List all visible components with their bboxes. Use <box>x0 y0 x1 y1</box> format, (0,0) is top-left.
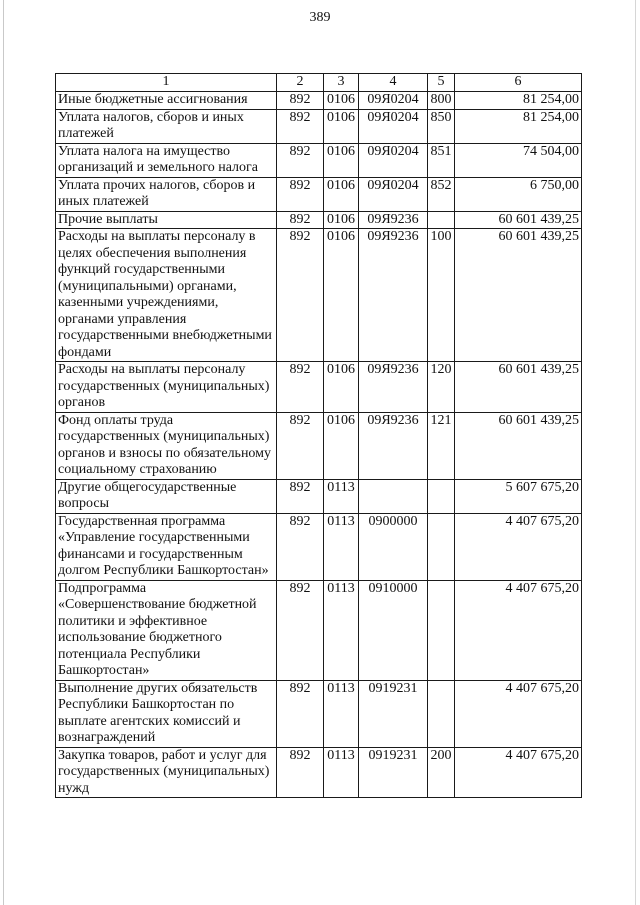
budget-table <box>55 73 582 798</box>
row-section-code: 0106 <box>324 92 359 110</box>
row-grbs-code: 892 <box>277 412 324 479</box>
row-grbs-code: 892 <box>277 747 324 798</box>
row-expense-type <box>428 513 455 580</box>
row-expense-type: 852 <box>428 177 455 211</box>
row-target-article: 09Я0204 <box>359 109 428 143</box>
scan-edge-left <box>3 0 4 905</box>
row-name: Закупка товаров, работ и услуг для государственных (муниципальных) нужд <box>56 747 277 798</box>
row-amount: 4 407 675,20 <box>455 513 582 580</box>
row-name: Уплата налогов, сборов и иных платежей <box>56 109 277 143</box>
header-col-3: 3 <box>324 74 359 92</box>
row-name: Иные бюджетные ассигнования <box>56 92 277 110</box>
row-amount: 4 407 675,20 <box>455 747 582 798</box>
row-amount: 81 254,00 <box>455 109 582 143</box>
table-header <box>56 74 582 92</box>
row-name: Фонд оплаты труда государственных (муниципальных) органов и взносы по обязательному социальному страхованию <box>56 412 277 479</box>
table-row <box>56 747 582 798</box>
row-target-article: 09Я0204 <box>359 177 428 211</box>
header-row <box>56 74 582 92</box>
row-expense-type: 100 <box>428 229 455 362</box>
table-row <box>56 513 582 580</box>
table-row <box>56 479 582 513</box>
row-amount: 60 601 439,25 <box>455 412 582 479</box>
row-section-code: 0106 <box>324 109 359 143</box>
row-name: Уплата налога на имущество организаций и земельного налога <box>56 143 277 177</box>
row-section-code: 0113 <box>324 747 359 798</box>
table-row <box>56 229 582 362</box>
header-col-2: 2 <box>277 74 324 92</box>
table-row <box>56 680 582 747</box>
row-name: Подпрограмма «Совершенствование бюджетной политики и эффективное использование бюджетного потенциала Республики Башкортостан» <box>56 580 277 680</box>
row-expense-type <box>428 211 455 229</box>
row-section-code: 0106 <box>324 143 359 177</box>
table-row <box>56 143 582 177</box>
row-grbs-code: 892 <box>277 229 324 362</box>
row-expense-type: 851 <box>428 143 455 177</box>
row-name: Расходы на выплаты персоналу в целях обеспечения выполнения функций государственными (муниципальными) органами, казенными учреждениями, органами управления государственными внебюджетными фондами <box>56 229 277 362</box>
row-grbs-code: 892 <box>277 362 324 413</box>
row-target-article: 09Я9236 <box>359 229 428 362</box>
scan-edge-right <box>635 0 636 905</box>
row-target-article: 09Я9236 <box>359 362 428 413</box>
row-section-code: 0113 <box>324 680 359 747</box>
table-row <box>56 580 582 680</box>
header-col-6: 6 <box>455 74 582 92</box>
row-expense-type: 120 <box>428 362 455 413</box>
table-row <box>56 92 582 110</box>
row-section-code: 0106 <box>324 229 359 362</box>
row-target-article: 0900000 <box>359 513 428 580</box>
row-target-article: 0919231 <box>359 680 428 747</box>
row-expense-type <box>428 479 455 513</box>
row-grbs-code: 892 <box>277 479 324 513</box>
row-target-article: 0919231 <box>359 747 428 798</box>
row-target-article: 09Я9236 <box>359 412 428 479</box>
row-grbs-code: 892 <box>277 211 324 229</box>
row-amount: 60 601 439,25 <box>455 229 582 362</box>
row-section-code: 0106 <box>324 211 359 229</box>
row-name: Расходы на выплаты персоналу государственных (муниципальных) органов <box>56 362 277 413</box>
row-amount: 74 504,00 <box>455 143 582 177</box>
row-amount: 4 407 675,20 <box>455 680 582 747</box>
row-grbs-code: 892 <box>277 109 324 143</box>
row-target-article: 0910000 <box>359 580 428 680</box>
row-name: Государственная программа «Управление государственными финансами и государственным долгом Республики Башкортостан» <box>56 513 277 580</box>
row-amount: 60 601 439,25 <box>455 362 582 413</box>
table-body <box>56 92 582 798</box>
row-grbs-code: 892 <box>277 92 324 110</box>
row-target-article: 09Я0204 <box>359 92 428 110</box>
row-expense-type <box>428 580 455 680</box>
table-row <box>56 211 582 229</box>
row-section-code: 0106 <box>324 412 359 479</box>
row-grbs-code: 892 <box>277 143 324 177</box>
row-section-code: 0106 <box>324 177 359 211</box>
row-amount: 81 254,00 <box>455 92 582 110</box>
row-name: Прочие выплаты <box>56 211 277 229</box>
row-grbs-code: 892 <box>277 580 324 680</box>
header-col-1: 1 <box>56 74 277 92</box>
row-section-code: 0113 <box>324 479 359 513</box>
table-row <box>56 177 582 211</box>
row-grbs-code: 892 <box>277 680 324 747</box>
row-grbs-code: 892 <box>277 513 324 580</box>
row-expense-type: 121 <box>428 412 455 479</box>
row-section-code: 0106 <box>324 362 359 413</box>
row-grbs-code: 892 <box>277 177 324 211</box>
row-target-article <box>359 479 428 513</box>
row-name: Другие общегосударственные вопросы <box>56 479 277 513</box>
row-expense-type: 850 <box>428 109 455 143</box>
row-target-article: 09Я9236 <box>359 211 428 229</box>
table-row <box>56 109 582 143</box>
header-col-5: 5 <box>428 74 455 92</box>
row-amount: 5 607 675,20 <box>455 479 582 513</box>
row-amount: 6 750,00 <box>455 177 582 211</box>
header-col-4: 4 <box>359 74 428 92</box>
row-expense-type <box>428 680 455 747</box>
row-amount: 4 407 675,20 <box>455 580 582 680</box>
table-row <box>56 412 582 479</box>
page-number: 389 <box>309 10 331 25</box>
row-name: Уплата прочих налогов, сборов и иных платежей <box>56 177 277 211</box>
row-section-code: 0113 <box>324 513 359 580</box>
row-section-code: 0113 <box>324 580 359 680</box>
row-expense-type: 800 <box>428 92 455 110</box>
row-expense-type: 200 <box>428 747 455 798</box>
row-amount: 60 601 439,25 <box>455 211 582 229</box>
row-target-article: 09Я0204 <box>359 143 428 177</box>
table-row <box>56 362 582 413</box>
row-name: Выполнение других обязательств Республики Башкортостан по выплате агентских комиссий и вознаграждений <box>56 680 277 747</box>
